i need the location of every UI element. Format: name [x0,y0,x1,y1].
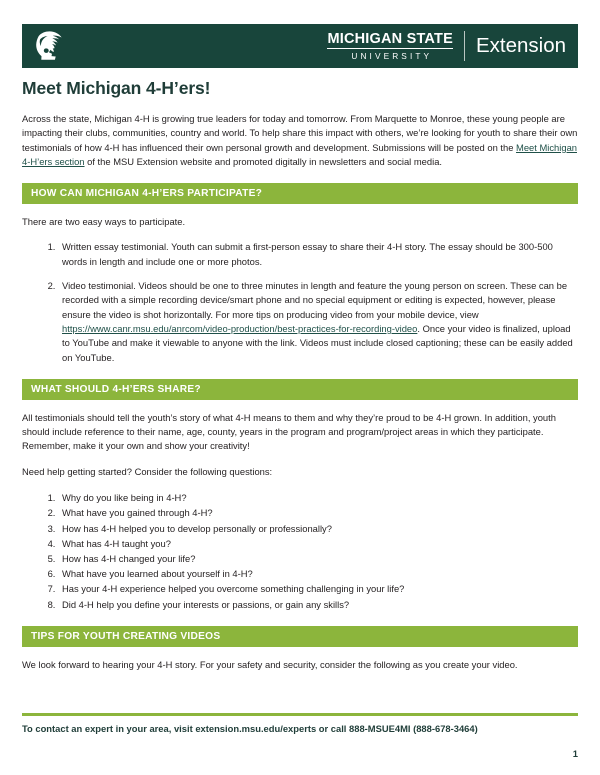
list-item: 3. How has 4-H helped you to develop personally or professionally? [58,521,578,536]
tips-paragraph: We look forward to hearing your 4-H story. For your safety and security, consider the following as you create your video. [22,658,518,670]
page-footer [22,713,578,735]
share-paragraph-2: Need help getting started? Consider the following questions: [22,465,273,477]
video-production-best-practices-link[interactable]: https://www.canr.msu.edu/anrcom/video-production/best-practices-for-recording-video [62,322,418,334]
list-item: 6. What have you learned about yourself in 4-H? [58,566,578,581]
page-number: 1 [572,748,578,759]
intro-text-before-link: Across the state, Michigan 4-H is growing true leaders for today and tomorrow. From Marquette to Monroe, these young people are impacting their clubs, communities, country and world. To help share this impact with others, we’re looking for youth to share their own testimonials of how 4-H has influenced their own personal growth and development. Submissions will be posted on the [22,113,578,153]
list-item: 1. Why do you like being in 4-H? [58,490,578,505]
list-item: 8. Did 4-H help you define your interests or passions, or gain any skills? [58,597,578,612]
list-item: 2. What have you gained through 4-H? [58,505,578,520]
section-heading-tips: TIPS FOR YOUTH CREATING VIDEOS [22,626,578,647]
list-item [58,240,578,269]
page-title: Meet Michigan 4-H’ers! [22,78,211,98]
brand-line-university: UNIVERSITY [351,50,433,61]
intro-paragraph [22,112,578,169]
unit-name-extension: Extension [475,33,566,57]
list-item: 4. What has 4-H taught you? [58,536,578,551]
intro-text-after-link: of the MSU Extension website and promoted digitally in newsletters and social media. [84,155,443,167]
page-masthead [22,24,578,68]
participate-options-list [22,240,578,364]
section-heading-participate: HOW CAN MICHIGAN 4-H’ERS PARTICIPATE? [22,183,578,204]
footer-divider [22,713,578,716]
msu-lockup [327,32,464,60]
brand-line-michigan-state: MICHIGAN STATE [327,31,453,48]
footer-contact-line: To contact an expert in your area, visit extension.msu.edu/experts or call 888-MSUE4MI (888-678-3464) [22,723,478,734]
list-item: 5. How has 4-H changed your life? [58,551,578,566]
participate-option-2-text-before-link: Video testimonial. Videos should be one to three minutes in length and feature the young person on screen. These can be recorded with a simple recording device/smart phone and no special equipment or editing is expected, however, please ensure the video is shot horizontally. For more tips on producing video from your mobile device, view [62,280,568,320]
msu-extension-wordmark [327,31,566,61]
list-item: 7. Has your 4-H experience helped you overcome something challenging in your life? [58,581,578,596]
participate-option-2-text-after-link: . Once your video is finalized, upload to YouTube and make it viewable to anyone with the link. Videos must include closed captioning; these can be easily added on YouTube. [62,322,573,363]
section-heading-share: WHAT SHOULD 4-H’ERS SHARE? [22,379,578,400]
spartan-helmet-icon [28,24,72,68]
participate-option-1-text: Written essay testimonial. Youth can submit a first-person essay to share their 4-H story. The essay should be 300-500 words in length and include one or more photos. [62,241,553,267]
list-item [58,279,578,365]
document-body [22,78,578,672]
meet-michigan-4hers-section-link[interactable]: Meet Michigan 4-H’ers section [22,141,577,167]
participate-lead-text: There are two easy ways to participate. [22,216,186,228]
suggested-questions-list [22,490,578,612]
share-paragraph-1: All testimonials should tell the youth’s story of what 4-H means to them and why they’re proud to be 4-H grown. In addition, youth should include reference to their name, age, county, years in the program and program/project areas in which they participate. Remember, make it your own and show your creativity! [22,411,556,452]
